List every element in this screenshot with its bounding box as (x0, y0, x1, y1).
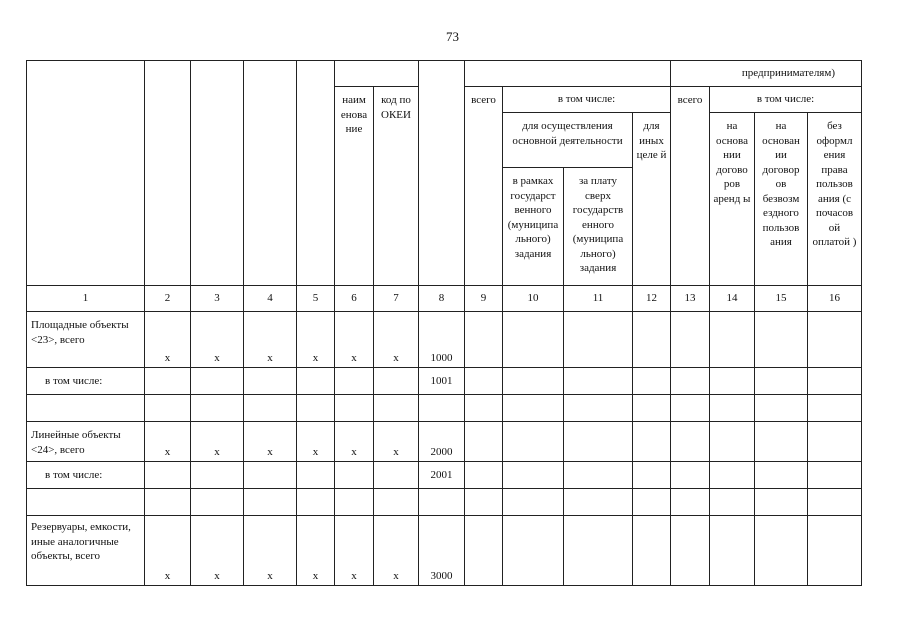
header-entrepreneurs: предпринимателям) (671, 61, 862, 87)
table-cell (633, 516, 671, 586)
page-number: 73 (446, 29, 459, 44)
table-cell (808, 516, 862, 586)
header-no-rights: без оформл ения права пользов ания (с почасов ой оплатой ) (808, 113, 862, 286)
column-number: 6 (335, 286, 374, 312)
header-free-use: на основан ии договор ов безвозм ездного пользов ания (755, 113, 808, 286)
column-number: 15 (755, 286, 808, 312)
column-number: 16 (808, 286, 862, 312)
cell-mark: х (145, 516, 191, 586)
table-cell (633, 368, 671, 395)
table-cell (335, 462, 374, 489)
cell-mark: х (145, 312, 191, 368)
row-label: Площадные объекты <23>, всего (27, 312, 145, 368)
column-number: 12 (633, 286, 671, 312)
header-total-b: всего (671, 87, 710, 286)
table-cell (755, 312, 808, 368)
cell-mark: х (191, 422, 244, 462)
header-cell-1 (27, 61, 145, 286)
table-cell (671, 462, 710, 489)
table-cell (465, 368, 503, 395)
header-cell-5 (297, 61, 335, 286)
table-row (27, 516, 862, 586)
row-code: 2000 (419, 422, 465, 462)
header-main-activity: для осуществления основной деятельности (503, 113, 633, 168)
header-over-state-task: за плату сверх государств енного (муниципа льного) задания (564, 168, 633, 286)
table-cell (710, 462, 755, 489)
table-cell (465, 462, 503, 489)
header-cell-6-7 (335, 61, 419, 87)
table-cell (465, 312, 503, 368)
row-label: в том числе: (27, 368, 145, 395)
table-cell (191, 368, 244, 395)
table-cell (145, 462, 191, 489)
cell-mark: х (244, 422, 297, 462)
table-cell (564, 462, 633, 489)
row-code: 3000 (419, 516, 465, 586)
cell-mark: х (297, 516, 335, 586)
table-cell (244, 368, 297, 395)
table-cell (503, 462, 564, 489)
cell-mark: х (374, 422, 419, 462)
cell-mark: х (244, 312, 297, 368)
header-cell-3 (191, 61, 244, 286)
header-other-goals: для иных целе й (633, 113, 671, 286)
cell-mark: х (335, 516, 374, 586)
table-cell (465, 516, 503, 586)
header-cell-8 (419, 61, 465, 286)
column-number: 7 (374, 286, 419, 312)
column-number: 3 (191, 286, 244, 312)
table-cell (808, 422, 862, 462)
table-cell (503, 312, 564, 368)
column-number: 13 (671, 286, 710, 312)
cell-mark: х (297, 312, 335, 368)
data-table (26, 60, 862, 586)
table-row (27, 312, 862, 368)
header-name: наим енова ние (335, 87, 374, 286)
table-cell (755, 422, 808, 462)
table-cell (564, 516, 633, 586)
header-total-a: всего (465, 87, 503, 286)
table-cell (564, 312, 633, 368)
table-row (27, 368, 862, 395)
table-cell (465, 422, 503, 462)
table-cell (503, 422, 564, 462)
table-cell (503, 368, 564, 395)
column-number: 4 (244, 286, 297, 312)
column-number: 8 (419, 286, 465, 312)
row-code: 1000 (419, 312, 465, 368)
table-row (27, 462, 862, 489)
header-incl-a: в том числе: (503, 87, 671, 113)
table-cell (671, 312, 710, 368)
table-cell (671, 422, 710, 462)
cell-mark: х (191, 516, 244, 586)
cell-mark: х (244, 516, 297, 586)
table-cell (710, 422, 755, 462)
row-label: Линейные объекты <24>, всего (27, 422, 145, 462)
table-cell (244, 462, 297, 489)
header-state-task: в рамках государст венного (муниципа льного) задания (503, 168, 564, 286)
column-number: 11 (564, 286, 633, 312)
table-cell (671, 516, 710, 586)
table-row (27, 395, 862, 422)
table-cell (564, 368, 633, 395)
table-cell (671, 368, 710, 395)
table-cell (755, 462, 808, 489)
table-cell (145, 368, 191, 395)
table-cell (808, 368, 862, 395)
row-code: 2001 (419, 462, 465, 489)
column-number: 5 (297, 286, 335, 312)
cell-mark: х (374, 516, 419, 586)
table-cell (710, 368, 755, 395)
column-number: 14 (710, 286, 755, 312)
table-cell (710, 516, 755, 586)
table-cell (335, 368, 374, 395)
cell-mark: х (145, 422, 191, 462)
table-cell (374, 368, 419, 395)
header-cell-9-12 (465, 61, 671, 87)
cell-mark: х (335, 312, 374, 368)
table-cell (710, 312, 755, 368)
header-incl-b: в том числе: (710, 87, 862, 113)
table-cell (633, 312, 671, 368)
cell-mark: х (297, 422, 335, 462)
table-cell (633, 462, 671, 489)
column-number: 1 (27, 286, 145, 312)
table-cell (755, 516, 808, 586)
table-cell (564, 422, 633, 462)
table-cell (297, 368, 335, 395)
table-cell (808, 462, 862, 489)
row-label: Резервуары, емкости, иные аналогичные объекты, всего (27, 516, 145, 586)
table-cell (297, 462, 335, 489)
column-number: 2 (145, 286, 191, 312)
column-number-row (27, 286, 862, 312)
header-okei: код по ОКЕИ (374, 87, 419, 286)
table-cell (503, 516, 564, 586)
cell-mark: х (191, 312, 244, 368)
table-cell (374, 462, 419, 489)
table-cell (808, 312, 862, 368)
header-cell-2 (145, 61, 191, 286)
cell-mark: х (374, 312, 419, 368)
table-row (27, 489, 862, 516)
header-lease: на основа нии догово ров аренд ы (710, 113, 755, 286)
row-label: в том числе: (27, 462, 145, 489)
column-number: 10 (503, 286, 564, 312)
table-row (27, 422, 862, 462)
cell-mark: х (335, 422, 374, 462)
row-code: 1001 (419, 368, 465, 395)
table-cell (633, 422, 671, 462)
header-cell-4 (244, 61, 297, 286)
table-cell (755, 368, 808, 395)
table-cell (191, 462, 244, 489)
column-number: 9 (465, 286, 503, 312)
